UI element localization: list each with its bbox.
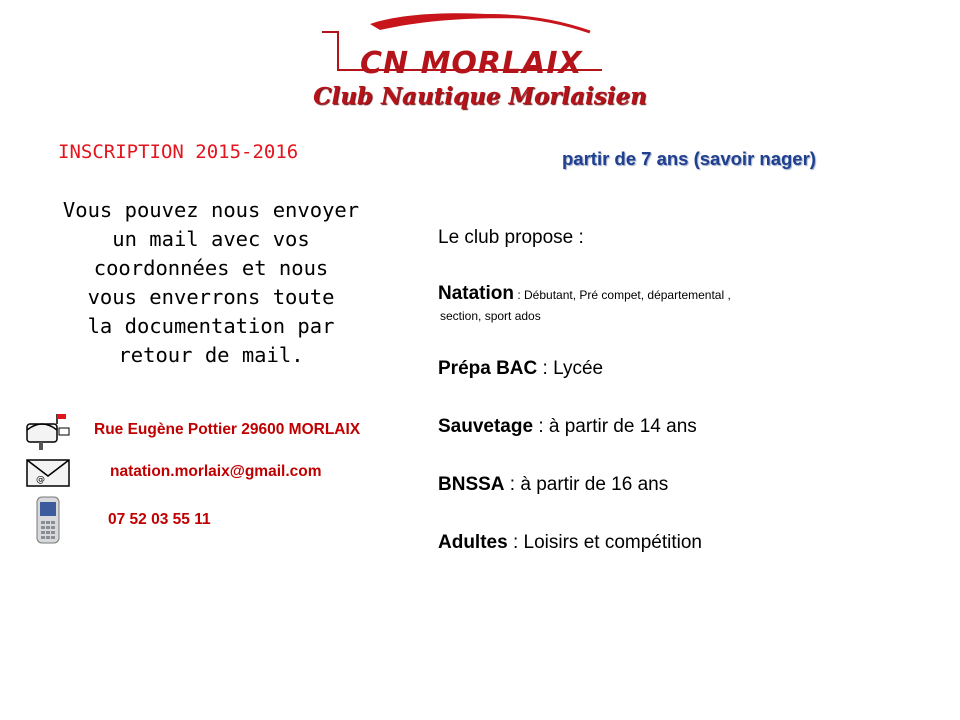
intro-line: la documentation par xyxy=(87,314,335,338)
intro-line: un mail avec vos xyxy=(112,227,310,251)
intro-line: coordonnées et nous xyxy=(93,256,329,280)
offer-name: BNSSA xyxy=(438,474,505,495)
contact-email-row xyxy=(22,450,322,494)
mailbox-icon xyxy=(22,408,74,452)
contact-address-row xyxy=(22,408,360,452)
offer-detail: Lycée xyxy=(553,358,604,379)
logo-name: CN MORLAIX xyxy=(360,46,583,81)
intro-line: vous enverrons toute xyxy=(87,285,335,309)
contact-phone-row xyxy=(22,494,211,546)
age-requirement: partir de 7 ans (savoir nager) xyxy=(562,148,816,169)
contact-phone: 07 52 03 55 11 xyxy=(108,511,211,528)
offer-item-natation xyxy=(438,283,731,305)
offer-separator: : xyxy=(537,358,554,379)
logo-subtitle: Club Nautique Morlaisien xyxy=(313,83,647,110)
offer-item-sauvetage xyxy=(438,416,697,438)
offer-item-adultes xyxy=(438,532,702,554)
offer-name: Prépa BAC xyxy=(438,358,538,379)
intro-line: Vous pouvez nous envoyer xyxy=(62,198,360,222)
offer-separator: : xyxy=(504,474,521,495)
offer-detail: à partir de 16 ans xyxy=(520,474,669,495)
offer-item-bnssa xyxy=(438,474,668,496)
offer-heading: Le club propose : xyxy=(438,227,584,248)
envelope-icon xyxy=(22,450,74,494)
offer-detail: Loisirs et compétition xyxy=(523,532,702,553)
offer-name: Adultes xyxy=(438,532,508,553)
offer-detail: Débutant, Pré compet, départemental , xyxy=(524,288,731,302)
offer-item-prepa-bac xyxy=(438,358,603,380)
contact-address: Rue Eugène Pottier 29600 MORLAIX xyxy=(94,421,361,438)
intro-paragraph xyxy=(20,196,402,370)
club-logo xyxy=(290,8,670,120)
offer-name: Natation xyxy=(438,283,514,304)
offer-separator: : xyxy=(514,288,525,302)
inscription-title: INSCRIPTION 2015-2016 xyxy=(58,141,299,163)
mobile-phone-icon xyxy=(22,494,74,546)
offer-detail: à partir de 14 ans xyxy=(548,416,697,437)
offer-separator: : xyxy=(507,532,524,553)
intro-line: retour de mail. xyxy=(118,343,304,367)
offer-separator: : xyxy=(533,416,549,437)
svg-text:@: @ xyxy=(36,475,45,485)
offer-detail-continued: section, sport ados xyxy=(440,309,541,323)
offer-name: Sauvetage xyxy=(438,416,534,437)
contact-email: natation.morlaix@gmail.com xyxy=(110,463,322,480)
